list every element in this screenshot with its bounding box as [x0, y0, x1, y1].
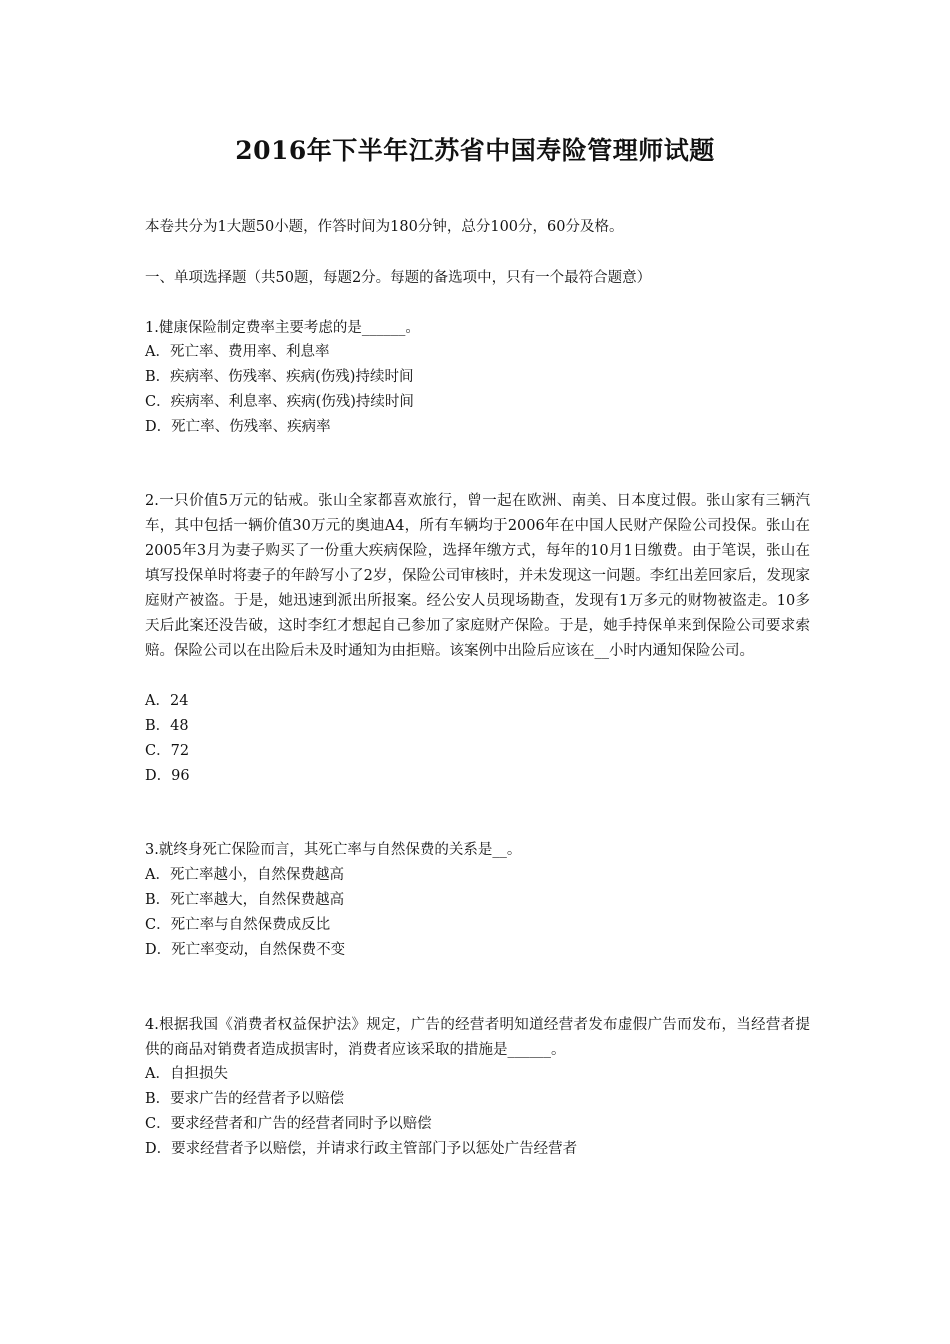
question-1-stem: 1.健康保险制定费率主要考虑的是______。	[145, 320, 420, 336]
section-heading: 一、单项选择题（共50题，每题2分。每题的备选项中，只有一个最符合题意）	[145, 270, 652, 286]
question-1-option-b: B．疾病率、伤残率、疾病(伤残)持续时间	[145, 369, 414, 385]
document-title: 2016年下半年江苏省中国寿险管理师试题	[235, 136, 715, 165]
question-1-option-c: C．疾病率、利息率、疾病(伤残)持续时间	[145, 394, 414, 410]
question-3-option-c: C．死亡率与自然保费成反比	[145, 917, 331, 933]
exam-intro: 本卷共分为1大题50小题，作答时间为180分钟，总分100分，60分及格。	[145, 219, 624, 235]
question-2-stem: 2.一只价值5万元的钻戒。张山全家都喜欢旅行，曾一起在欧洲、南美、日本度过假。张山家有三辆汽车，其中包括一辆价值30万元的奥迪A4，所有车辆均于2006年在中国人民财产保险公司投保。张山在2005年3月为妻子购买了一份重大疾病保险，选择年缴方式，每年的10月1日缴费。由于笔误，张山在填写投保单时将妻子的年龄写小了2岁，保险公司审核时，并未发现这一问题。李红出差回家后，发现家庭财产被盗。于是，她迅速到派出所报案。经公安人员现场勘查，发现有1万多元的财物被盗走。10多天后此案还没告破，这时李红才想起自己参加了家庭财产保险。于是，她手持保单来到保险公司要求索赔。保险公司以在出险后未及时通知为由拒赔。该案例中出险后应该在__小时内通知保险公司。	[145, 493, 810, 659]
question-4-option-a: A．自担损失	[145, 1066, 228, 1082]
question-1-option-d: D．死亡率、伤残率、疾病率	[145, 419, 331, 435]
question-1-option-a: A．死亡率、费用率、利息率	[145, 344, 330, 360]
question-4-option-d: D．要求经营者予以赔偿，并请求行政主管部门予以惩处广告经营者	[145, 1141, 578, 1157]
question-2-option-a: A．24	[145, 693, 189, 709]
question-4-option-b: B．要求广告的经营者予以赔偿	[145, 1091, 345, 1107]
question-2-option-b: B．48	[145, 718, 189, 734]
question-3-option-b: B．死亡率越大，自然保费越高	[145, 892, 345, 908]
question-2-option-d: D．96	[145, 768, 190, 784]
question-4-option-c: C．要求经营者和广告的经营者同时予以赔偿	[145, 1116, 432, 1132]
question-3-option-a: A．死亡率越小，自然保费越高	[145, 867, 344, 883]
question-3-stem: 3.就终身死亡保险而言，其死亡率与自然保费的关系是__。	[145, 842, 522, 858]
question-4-stem: 4.根据我国《消费者权益保护法》规定，广告的经营者明知道经营者发布虚假广告而发布，当经营者提供的商品对销费者造成损害时，消费者应该采取的措施是______。	[145, 1017, 810, 1058]
question-2-option-c: C．72	[145, 743, 190, 759]
question-3-option-d: D．死亡率变动，自然保费不变	[145, 942, 346, 958]
